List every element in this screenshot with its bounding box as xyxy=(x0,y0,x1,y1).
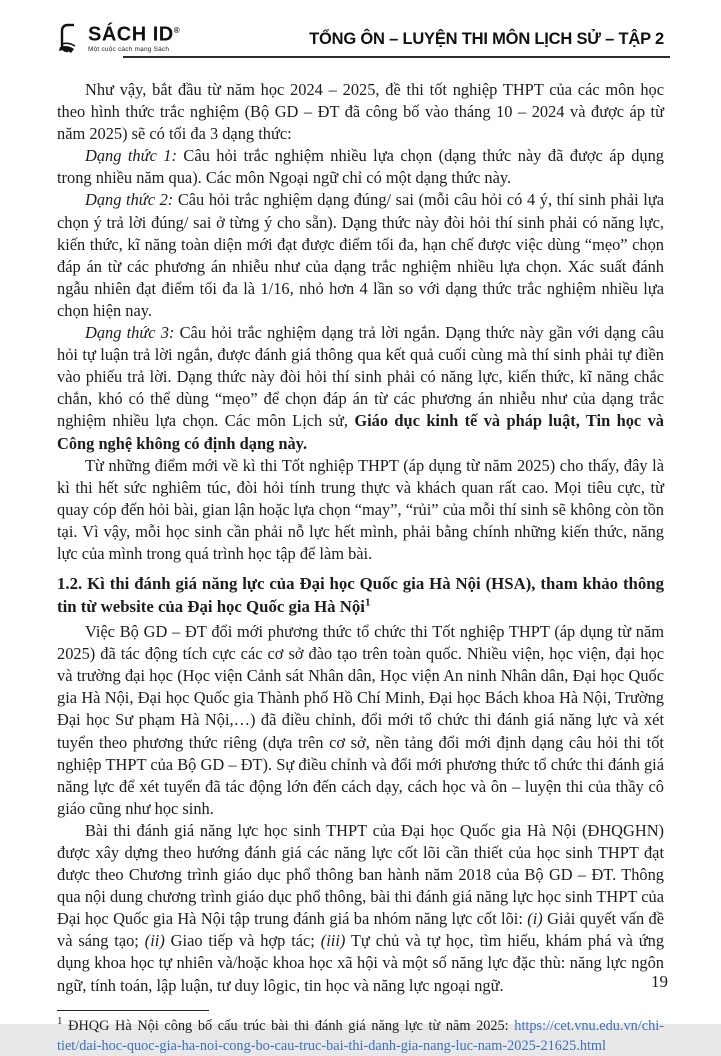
registered-mark: ® xyxy=(173,26,181,35)
book-title: TỔNG ÔN – LUYỆN THI MÔN LỊCH SỬ – TẬP 2 xyxy=(309,30,664,48)
book-logo-icon xyxy=(58,23,84,60)
format-1-text: Câu hỏi trắc nghiệm nhiều lựa chọn (dạng thức này đã được áp dụng trong nhiều năm qua). Các môn Ngoại ngữ chỉ có một dạng thức này. xyxy=(57,146,664,188)
roman-i: (i) xyxy=(527,909,543,929)
paragraph-format-2 xyxy=(57,189,664,322)
logo-wordmark xyxy=(88,21,180,45)
page-body xyxy=(0,79,721,1056)
header-divider xyxy=(123,56,670,58)
paragraph-hsa-structure xyxy=(57,820,664,997)
hsa-text-b: Giải quyết vấn đề và sáng tạo; xyxy=(57,909,664,951)
footnote-marker: 1 xyxy=(57,1014,63,1027)
section-heading-1-2 xyxy=(57,572,664,618)
format-3-bold-text: Giáo dục kinh tế và pháp luật, Tin học và Công nghệ không có định dạng này. xyxy=(57,411,664,453)
paragraph-format-3 xyxy=(57,322,664,455)
hsa-text-d: Tự chủ và tự học, tìm hiểu, khám phá và ứng dụng khoa học tự nhiên và/hoặc khoa học xã hội và một số năng lực đặc thù: năng lực ngôn ngữ, tính toán, lập luận, tư duy lôgic, tin học và năng lực ngoại ngữ. xyxy=(57,931,665,995)
page-header xyxy=(0,0,721,68)
paragraph-hsa-intro: Việc Bộ GD – ĐT đổi mới phương thức tổ chức thi Tốt nghiệp THPT (áp dụng từ năm 2025) đã tác động tích cực các cơ sở đào tạo trên toàn quốc. Nhiều viện, học viện, đại học và trường đại học (Học viện Cảnh sát Nhân dân, Học viện An ninh Nhân dân, Đại học Quốc gia Hà Nội, Đại học Quốc gia Thành phố Hồ Chí Minh, Đại học Bách khoa Hà Nội, Trường Đại học Sư phạm Hà Nội,…) đã điều chỉnh, đổi mới tổ chức thi đánh giá năng lực và xét tuyển theo phương thức riêng (dựa trên cơ sở, nền tảng đổi mới định dạng câu hỏi thi tốt nghiệp THPT của Bộ GD – ĐT). Sự điều chỉnh và đổi mới phương thức tổ chức thi đánh giá năng lực để xét tuyển đã tác động lớn đến cách dạy, cách học và ôn – luyện thi của thầy cô giáo cũng như học sinh. xyxy=(57,622,664,818)
footnote xyxy=(57,1016,664,1056)
paragraph-intro: Như vậy, bắt đầu từ năm học 2024 – 2025, đề thi tốt nghiệp THPT của các môn học theo hình thức trắc nghiệm (Bộ GD – ĐT đã công bố vào tháng 10 – 2024 và được áp từ năm 2025) sẽ có tối đa 3 dạng thức: xyxy=(57,80,664,144)
logo-tagline: Một cuộc cách mạng Sách xyxy=(88,45,170,53)
hsa-text-c: Giao tiếp và hợp tác; xyxy=(164,931,321,951)
paragraph-format-1 xyxy=(57,145,664,189)
roman-ii: (ii) xyxy=(144,931,165,951)
publisher-logo xyxy=(58,21,180,60)
logo-name: SÁCH ID xyxy=(88,23,174,46)
format-1-label: Dạng thức 1: xyxy=(85,146,184,166)
format-2-label: Dạng thức 2: xyxy=(85,190,178,210)
format-2-text: Câu hỏi trắc nghiệm dạng đúng/ sai (mỗi câu hỏi có 4 ý, thí sinh phải lựa chọn ý trả lời đúng/ sai ở từng ý cho sẵn). Dạng thức này đòi hỏi thí sinh phải có năng lực, kiến thức, kĩ năng toàn diện mới đạt được điểm tối đa, hạn chế được việc dùng “mẹo” chọn đáp án từ các phương án nhiễu như của dạng trắc nghiệm nhiều lựa chọn. Xác suất đánh ngẫu nhiên đạt điểm tối đa là 1/16, nhỏ hơn 4 lần so với dạng thức trắc nghiệm nhiều lựa chọn hiện nay. xyxy=(57,190,664,320)
format-3-text: Câu hỏi trắc nghiệm dạng trả lời ngắn. Dạng thức này gần với dạng câu hỏi tự luận trả lời ngắn, được đánh giá thông qua kết quả cuối cùng mà thí sinh phải tự điền vào phiếu trả lời. Dạng thức này đòi hỏi thí sinh phải có năng lực, kiến thức, kĩ năng chắc chắn, khó có thể dùng “mẹo” để chọn đáp án từ các phương án nhiễu như của dạng trắc nghiệm nhiều lựa chọn. Các môn Lịch sử, xyxy=(57,323,664,431)
roman-iii: (iii) xyxy=(320,931,346,951)
page-number: 19 xyxy=(651,972,668,991)
footnote-divider xyxy=(57,1010,209,1011)
format-3-label: Dạng thức 3: xyxy=(85,323,180,343)
paragraph-conclusion: Từ những điểm mới về kì thi Tốt nghiệp THPT (áp dụng từ năm 2025) cho thấy, đây là kì thi hết sức nghiêm túc, đòi hỏi tính trung thực và khách quan rất cao. Mọi tiêu cực, từ quay cóp đến hỏi bài, gian lận hoặc lựa chọn “may”, “rủi” của mỗi thí sinh sẽ không còn tồn tại. Vì vậy, mỗi học sinh cần phải nỗ lực hết mình, phải bằng chính những kiến thức, năng lực của mình trong quá trình học tập để làm bài. xyxy=(57,455,664,563)
footnote-link[interactable]: https://cet.vnu.edu.vn/chi-tiet/dai-hoc-quoc-gia-ha-noi-cong-bo-cau-truc-bai-thi-danh-gia-nang-luc-nam-2025-21625.html xyxy=(57,1017,664,1054)
hsa-text-a: Bài thi đánh giá năng lực học sinh THPT của Đại học Quốc gia Hà Nội (ĐHQGHN) được xây dựng theo hướng đánh giá các năng lực cốt lõi cần thiết của học sinh THPT đạt được theo Chương trình giáo dục phổ thông ban hành năm 2018 của Bộ GD – ĐT. Thông qua nội dung chương trình giáo dục phổ thông, bài thi đánh giá năng lực học sinh THPT của Đại học Quốc gia Hà Nội tập trung đánh giá ba nhóm năng lực cốt lõi: xyxy=(57,820,664,929)
footnote-reference: 1 xyxy=(364,596,371,609)
section-heading-text: 1.2. Kì thi đánh giá năng lực của Đại học Quốc gia Hà Nội (HSA), tham khảo thông tin từ website của Đại học Quốc gia Hà Nội xyxy=(57,574,664,617)
footnote-text: ĐHQG Hà Nội công bố cấu trúc bài thi đánh giá năng lực từ năm 2025: xyxy=(62,1017,515,1034)
